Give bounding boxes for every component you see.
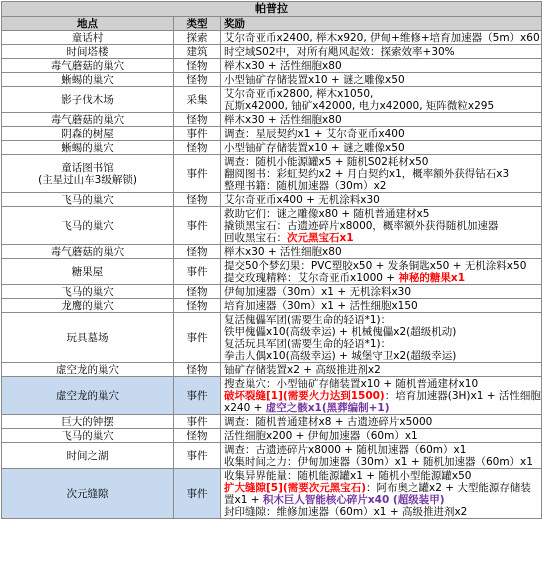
type-cell: 事件 xyxy=(174,443,221,469)
location-cell xyxy=(2,259,174,285)
type-cell: 事件 xyxy=(174,469,221,519)
location-name: 糖果屋 xyxy=(71,265,104,278)
location-cell xyxy=(2,73,174,87)
location-name: 蜥蜴的巢穴 xyxy=(61,141,114,154)
location-name: 毒气蘑菇的巢穴 xyxy=(50,59,125,72)
reward-cell xyxy=(221,193,542,207)
reward-text: 撬锁黑宝石：古遗迹碎片x8000，概率额外获得随机加速器 xyxy=(224,219,499,232)
reward-cell xyxy=(221,245,542,259)
type-cell: 怪物 xyxy=(174,245,221,259)
type-cell: 事件 xyxy=(174,377,221,415)
location-cell xyxy=(2,31,174,45)
reward-text: 调查：古遗迹碎片x8000 + 随机加速器（60m）x1 xyxy=(224,443,467,456)
reward-text: 小型铀矿存储装置x10 + 谜之雕像x50 xyxy=(224,73,405,86)
reward-cell xyxy=(221,443,542,469)
table-row xyxy=(2,299,542,313)
table-row xyxy=(2,363,542,377)
type-cell: 怪物 xyxy=(174,429,221,443)
reward-line xyxy=(224,506,538,518)
reward-text: 提交50个梦幻果：PVC塑胶x50 + 发条铜匙x50 + 无机涂料x50 xyxy=(224,259,527,272)
reward-line xyxy=(224,156,538,168)
reward-cell xyxy=(221,87,542,113)
reward-cell xyxy=(221,377,542,415)
type-cell: 事件 xyxy=(174,259,221,285)
type-cell: 怪物 xyxy=(174,141,221,155)
reward-cell xyxy=(221,45,542,59)
reward-line xyxy=(224,260,538,272)
reward-line xyxy=(224,180,538,192)
type-cell: 怪物 xyxy=(174,363,221,377)
reward-text: 瓦斯x42000, 铀矿x42000, 电力x42000, 矩阵微粒x295 xyxy=(224,99,495,112)
rewards-table xyxy=(1,1,542,519)
reward-line xyxy=(224,114,538,126)
reward-text: x240 + xyxy=(224,401,266,414)
reward-text: 小型铀矿存储装置x10 + 谜之雕像x50 xyxy=(224,141,405,154)
reward-line xyxy=(224,350,538,362)
type-cell: 怪物 xyxy=(174,299,221,313)
reward-cell xyxy=(221,415,542,429)
location-name: 蜥蜴的巢穴 xyxy=(61,73,114,86)
location-name: 童话村 xyxy=(71,31,104,44)
location-name: 时间之湖 xyxy=(66,449,109,462)
type-cell: 事件 xyxy=(174,415,221,429)
reward-line xyxy=(224,74,538,86)
reward-cell xyxy=(221,31,542,45)
reward-line xyxy=(224,430,538,442)
location-cell xyxy=(2,207,174,245)
reward-line xyxy=(224,208,538,220)
reward-line xyxy=(224,32,538,44)
reward-text: 提交玫瑰精粹：艾尔奇亚币x1000 + xyxy=(224,271,399,284)
header-type: 类型 xyxy=(174,17,221,31)
reward-line xyxy=(224,338,538,350)
location-name: 虚空龙的巢穴 xyxy=(56,389,119,402)
location-name: 飞马的巢穴 xyxy=(61,193,114,206)
reward-text: 翻阅图书：彩虹契约x2 + 月白契约x1，概率额外获得钻石x3 xyxy=(224,167,510,180)
type-cell: 怪物 xyxy=(174,193,221,207)
reward-line xyxy=(224,60,538,72)
table-row xyxy=(2,469,542,519)
reward-cell xyxy=(221,363,542,377)
location-name: 飞马的巢穴 xyxy=(61,429,114,442)
reward-text: 艾尔奇亚币x400 + 无机涂料x30 xyxy=(224,193,380,206)
location-cell xyxy=(2,285,174,299)
table-row xyxy=(2,443,542,469)
reward-cell xyxy=(221,113,542,127)
type-cell: 事件 xyxy=(174,313,221,363)
reward-line xyxy=(224,100,538,112)
reward-text: 复活玩具军团(需要生命的轻语*1)： xyxy=(224,337,392,350)
reward-cell xyxy=(221,127,542,141)
reward-line xyxy=(224,168,538,180)
reward-highlight: 次元黑宝石x1 xyxy=(287,231,354,244)
table-row xyxy=(2,415,542,429)
reward-text: 榉木x30 + 活性细胞x80 xyxy=(224,59,342,72)
reward-text: ：培育加速器(3H)x1 + 活性细胞 xyxy=(384,389,541,402)
reward-line xyxy=(224,232,538,244)
reward-line xyxy=(224,378,538,390)
location-cell xyxy=(2,245,174,259)
table-row xyxy=(2,113,542,127)
table-row xyxy=(2,73,542,87)
reward-cell xyxy=(221,59,542,73)
reward-text: 调查：星辰契约x1 + 艾尔奇亚币x400 xyxy=(224,127,405,140)
table-row xyxy=(2,193,542,207)
table-row xyxy=(2,245,542,259)
location-cell xyxy=(2,415,174,429)
location-name: 玩具墓场 xyxy=(66,331,109,344)
reward-text: 整理书籍：随机加速器（30m）x2 xyxy=(224,179,387,192)
location-cell xyxy=(2,127,174,141)
reward-cell xyxy=(221,207,542,245)
reward-highlight: 积木巨人智能核心碎片x40 (超级装甲) xyxy=(262,493,445,506)
location-cell xyxy=(2,45,174,59)
reward-line xyxy=(224,194,538,206)
reward-text: 复活傀儡军团(需要生命的轻语*1)： xyxy=(224,313,392,326)
reward-line xyxy=(224,314,538,326)
reward-line xyxy=(224,300,538,312)
reward-text: 封印缝隙：维修加速器（60m）x1 + 高级推进剂x2 xyxy=(224,505,468,518)
reward-text: 救助它们：谜之雕像x80 + 随机普通建材x5 xyxy=(224,207,430,220)
reward-text: 榉木x30 + 活性细胞x80 xyxy=(224,113,342,126)
location-cell xyxy=(2,155,174,193)
reward-highlight: 神秘的糖果x1 xyxy=(398,271,466,284)
type-cell: 采集 xyxy=(174,87,221,113)
location-name: 龙鹰的巢穴 xyxy=(61,299,114,312)
location-name: 阴森的树屋 xyxy=(61,127,114,140)
reward-text: 调查：随机小能源罐x5 + 随机S02耗材x50 xyxy=(224,155,429,168)
type-cell: 事件 xyxy=(174,155,221,193)
table-row xyxy=(2,141,542,155)
type-cell: 怪物 xyxy=(174,285,221,299)
location-name: 毒气蘑菇的巢穴 xyxy=(50,245,125,258)
reward-line xyxy=(224,402,538,414)
location-name: 飞马的巢穴 xyxy=(61,219,114,232)
location-cell xyxy=(2,299,174,313)
reward-text: 回收黑宝石： xyxy=(224,231,287,244)
reward-text: 置x1 + xyxy=(224,493,263,506)
reward-text: 艾尔奇亚币x2400, 榉木x920, 伊甸+维修+培育加速器（5m）x60 xyxy=(224,31,540,44)
header-location: 地点 xyxy=(2,17,174,31)
reward-line xyxy=(224,494,538,506)
type-cell: 事件 xyxy=(174,207,221,245)
location-cell xyxy=(2,429,174,443)
reward-text: 铀矿存储装置x2 + 高级推进剂x2 xyxy=(224,363,381,376)
reward-line xyxy=(224,326,538,338)
location-name: 影子伐木场 xyxy=(61,93,114,106)
reward-text: 活性细胞x200 + 伊甸加速器（60m）x1 xyxy=(224,429,418,442)
header-reward: 奖励 xyxy=(221,17,542,31)
location-cell xyxy=(2,363,174,377)
reward-cell xyxy=(221,429,542,443)
reward-cell xyxy=(221,285,542,299)
reward-line xyxy=(224,364,538,376)
table-row xyxy=(2,31,542,45)
type-cell: 探索 xyxy=(174,31,221,45)
reward-highlight: 破坏裂缝[1](需要火力达到1500) xyxy=(224,389,385,402)
reward-line xyxy=(224,220,538,232)
reward-line xyxy=(224,456,538,468)
location-cell xyxy=(2,59,174,73)
table-row xyxy=(2,285,542,299)
reward-line xyxy=(224,128,538,140)
reward-text: 榉木x30 + 活性细胞x80 xyxy=(224,245,342,258)
table-row xyxy=(2,87,542,113)
reward-cell xyxy=(221,141,542,155)
reward-cell xyxy=(221,155,542,193)
location-cell xyxy=(2,443,174,469)
reward-text: 伊甸加速器（30m）x1 + 无机涂料x30 xyxy=(224,285,412,298)
reward-text: ：阿布奥之罐x2 + 大型能源存储装 xyxy=(366,481,531,494)
type-cell: 怪物 xyxy=(174,113,221,127)
reward-cell xyxy=(221,299,542,313)
type-cell: 事件 xyxy=(174,127,221,141)
table-row xyxy=(2,155,542,193)
table-row xyxy=(2,207,542,245)
reward-text: 铁甲傀儡x10(高级幸运) + 机械傀儡x2(超级机动) xyxy=(224,325,457,338)
table-row xyxy=(2,429,542,443)
location-cell xyxy=(2,377,174,415)
table-title: 帕普拉 xyxy=(2,2,542,17)
reward-line xyxy=(224,444,538,456)
table-row xyxy=(2,313,542,363)
reward-line xyxy=(224,470,538,482)
reward-line xyxy=(224,142,538,154)
reward-line xyxy=(224,482,538,494)
table-body xyxy=(2,31,542,519)
location-cell xyxy=(2,313,174,363)
location-name: 巨大的钟摆 xyxy=(61,415,114,428)
table-row xyxy=(2,259,542,285)
reward-cell xyxy=(221,469,542,519)
reward-text: 收集异界能量：随机能源罐x1 + 随机小型能源罐x50 xyxy=(224,469,472,482)
location-cell xyxy=(2,113,174,127)
reward-line xyxy=(224,46,538,58)
reward-text: 时空域S02中，对所有飓风起效：探索效率+30% xyxy=(224,45,455,58)
location-note: (主星过山车3级解锁) xyxy=(38,173,137,186)
type-cell: 建筑 xyxy=(174,45,221,59)
reward-text: 收集时间之力：伊甸加速器（30m）x1 + 随机加速器（60m）x1 xyxy=(224,455,533,468)
reward-line xyxy=(224,416,538,428)
type-cell: 怪物 xyxy=(174,73,221,87)
table-row xyxy=(2,377,542,415)
location-name: 虚空龙的巢穴 xyxy=(56,363,119,376)
reward-highlight: 虚空之骸x1(黑葬编制+1) xyxy=(265,401,390,414)
location-name: 毒气蘑菇的巢穴 xyxy=(50,113,125,126)
table-row xyxy=(2,59,542,73)
reward-text: 培育加速器（30m）x1 + 活性细胞x150 xyxy=(224,299,418,312)
table-row xyxy=(2,127,542,141)
location-cell xyxy=(2,193,174,207)
location-name: 飞马的巢穴 xyxy=(61,285,114,298)
location-name: 童话图书馆 xyxy=(61,161,114,174)
reward-cell xyxy=(221,313,542,363)
type-cell: 怪物 xyxy=(174,59,221,73)
reward-line xyxy=(224,246,538,258)
reward-text: 调查：随机普通建材x8 + 古遗迹碎片x5000 xyxy=(224,415,433,428)
reward-cell xyxy=(221,259,542,285)
reward-highlight: 扩大缝隙[5](需要次元黑宝石) xyxy=(224,481,367,494)
location-name: 次元缝隙 xyxy=(66,487,109,500)
location-cell xyxy=(2,141,174,155)
location-cell xyxy=(2,469,174,519)
reward-text: 拳击人偶x10(高级幸运) + 城堡守卫x2(超级幸运) xyxy=(224,349,457,362)
reward-line xyxy=(224,286,538,298)
reward-text: 艾尔奇亚币x2800, 榉木x1050, xyxy=(224,87,374,100)
reward-cell xyxy=(221,73,542,87)
location-name: 时间塔楼 xyxy=(66,45,109,58)
reward-line xyxy=(224,389,541,402)
table-row xyxy=(2,45,542,59)
reward-line xyxy=(224,88,538,100)
reward-line xyxy=(224,272,538,284)
reward-text: 搜查巢穴：小型铀矿存储装置x10 + 随机普通建材x10 xyxy=(224,377,479,390)
location-cell xyxy=(2,87,174,113)
